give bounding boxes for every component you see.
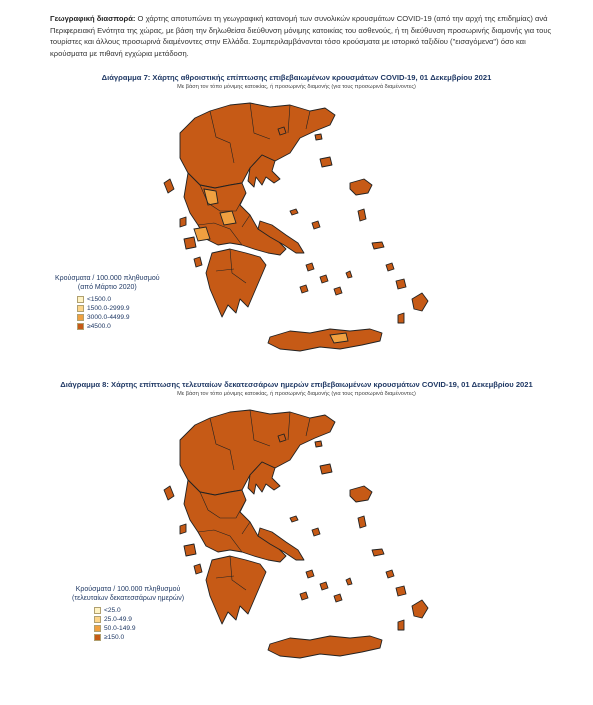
map2-dodecanese-2 [396, 586, 406, 596]
map2-zakynthos [194, 564, 202, 574]
legend-swatch [77, 305, 84, 312]
map2-cyclades-5 [346, 578, 352, 585]
map2-sporades [290, 516, 298, 522]
map2-lemnos [320, 464, 332, 474]
figure1-legend-item: ≥4500.0 [77, 322, 160, 331]
legend-swatch [94, 607, 101, 614]
figure2-legend-item: <25.0 [94, 606, 184, 615]
map2-regions [164, 410, 428, 658]
map1-thasos [278, 127, 286, 135]
legend-swatch [77, 314, 84, 321]
map1-skyros [312, 221, 320, 229]
legend-swatch [94, 616, 101, 623]
map2-kefalonia [184, 544, 196, 556]
map1-cyclades-2 [320, 275, 328, 283]
map1-crete [268, 329, 382, 351]
map1-samothraki [315, 134, 322, 140]
map1-karpathos [398, 313, 404, 323]
map1-central-mainland [184, 173, 286, 255]
map2-corfu [164, 486, 174, 500]
figure2-legend-title-2: (τελευταίων δεκατεσσάρων ημερών) [72, 595, 185, 602]
figure1-legend-item: <1500.0 [77, 295, 160, 304]
map2-dodecanese-1 [386, 570, 394, 578]
map1-samos [372, 242, 384, 249]
figure2-legend-item: 50.0-149.9 [94, 624, 184, 633]
figure2-title: Διάγραμμα 8: Χάρτης επίπτωσης τελευταίων δεκατεσσάρων ημερών επιβεβαιωμένων κρουσμάτων COVID-19, 01 Δεκεμβρίου 2021 [60, 380, 533, 389]
figure2-legend-item: 25.0-49.9 [94, 615, 184, 624]
map1-cyclades-1 [306, 263, 314, 271]
map2-samothraki [315, 441, 322, 447]
map2-cyclades-2 [320, 582, 328, 590]
map1-dodecanese-1 [386, 263, 394, 271]
map1-rhodes [412, 293, 428, 311]
map1-cyclades-3 [334, 287, 342, 295]
map2-samos [372, 549, 384, 556]
map2-karpathos [398, 620, 404, 630]
figure1-map [150, 93, 440, 363]
map1-cyclades-4 [300, 285, 308, 293]
map2-rhodes [412, 600, 428, 618]
map2-cyclades-4 [300, 592, 308, 600]
legend-swatch [94, 634, 101, 641]
map2-skyros [312, 528, 320, 536]
map2-chios [358, 516, 366, 528]
map1-dodecanese-2 [396, 279, 406, 289]
figure2-legend-title-1: Κρούσματα / 100.000 πληθυσμού [75, 586, 181, 593]
legend-swatch [77, 296, 84, 303]
figure1-title: Διάγραμμα 7: Χάρτης αθροιστικής επίπτωσης επιβεβαιωμένων κρουσμάτων COVID-19, 01 Δεκεμβρίου 2021 [101, 73, 492, 82]
map1-lefkada [180, 217, 186, 227]
map1-sporades [290, 209, 298, 215]
figure2-legend [72, 585, 184, 642]
map1-zakynthos [194, 257, 202, 267]
map1-peloponnese [206, 249, 266, 317]
map2-lesvos [350, 486, 372, 502]
map1-lesvos [350, 179, 372, 195]
legend-swatch [94, 625, 101, 632]
figure1-legend [55, 274, 160, 331]
figure1-legend-item: 3000.0-4499.9 [77, 313, 160, 322]
figure1-legend-title-2: (από Μάρτιο 2020) [77, 284, 137, 291]
figure2-subtitle: Με βάση τον τόπο μόνιμης κατοικίας, ή προσωρινής διαμονής (για τους προσωρινά διαμένοντες) [177, 391, 416, 397]
map2-thasos [278, 434, 286, 442]
figure1-legend-title-1: Κρούσματα / 100.000 πληθυσμού [55, 275, 160, 282]
map2-central-mainland [184, 480, 286, 562]
map1-lemnos [320, 157, 332, 167]
map1-cyclades-5 [346, 271, 352, 278]
intro-paragraph [50, 13, 560, 59]
map1-kefalonia [184, 237, 196, 249]
figure2-map [150, 400, 440, 670]
figure1-subtitle: Με βάση τον τόπο μόνιμης κατοικίας, ή προσωρινής διαμονής (για τους προσωρινά διαμένοντες) [177, 84, 416, 90]
figure2-legend-item: ≥150.0 [94, 633, 184, 642]
map2-peloponnese [206, 556, 266, 624]
intro-label: Γεωγραφική διασπορά: [50, 14, 136, 23]
map1-chios [358, 209, 366, 221]
legend-swatch [77, 323, 84, 330]
map2-crete [268, 636, 382, 658]
map2-lefkada [180, 524, 186, 534]
map1-corfu [164, 179, 174, 193]
map2-cyclades-1 [306, 570, 314, 578]
intro-text: Ο χάρτης αποτυπώνει τη γεωγραφική κατανομή των συνολικών κρουσμάτων COVID-19 (από την αρχή της επιδημίας) ανά Περιφερειακή Ενότητα της χώρας, με βάση την δηλωθείσα διεύθυνση μόνιμης κατοικίας του ασθενούς, ή τη διεύθυνση προσωρινής διαμονής για τους τουρίστες και άλλους προσωρινά διαμένοντες στην Ελλάδα. Συμπεριλαμβάνονται τόσο κρούσματα με ιστορικό ταξιδίου ("εισαγόμενα") όσο και κρούσματα με πιθανή εγχώρια μετάδοση. [50, 14, 552, 58]
map2-cyclades-3 [334, 594, 342, 602]
figure1-legend-item: 1500.0-2999.9 [77, 304, 160, 313]
